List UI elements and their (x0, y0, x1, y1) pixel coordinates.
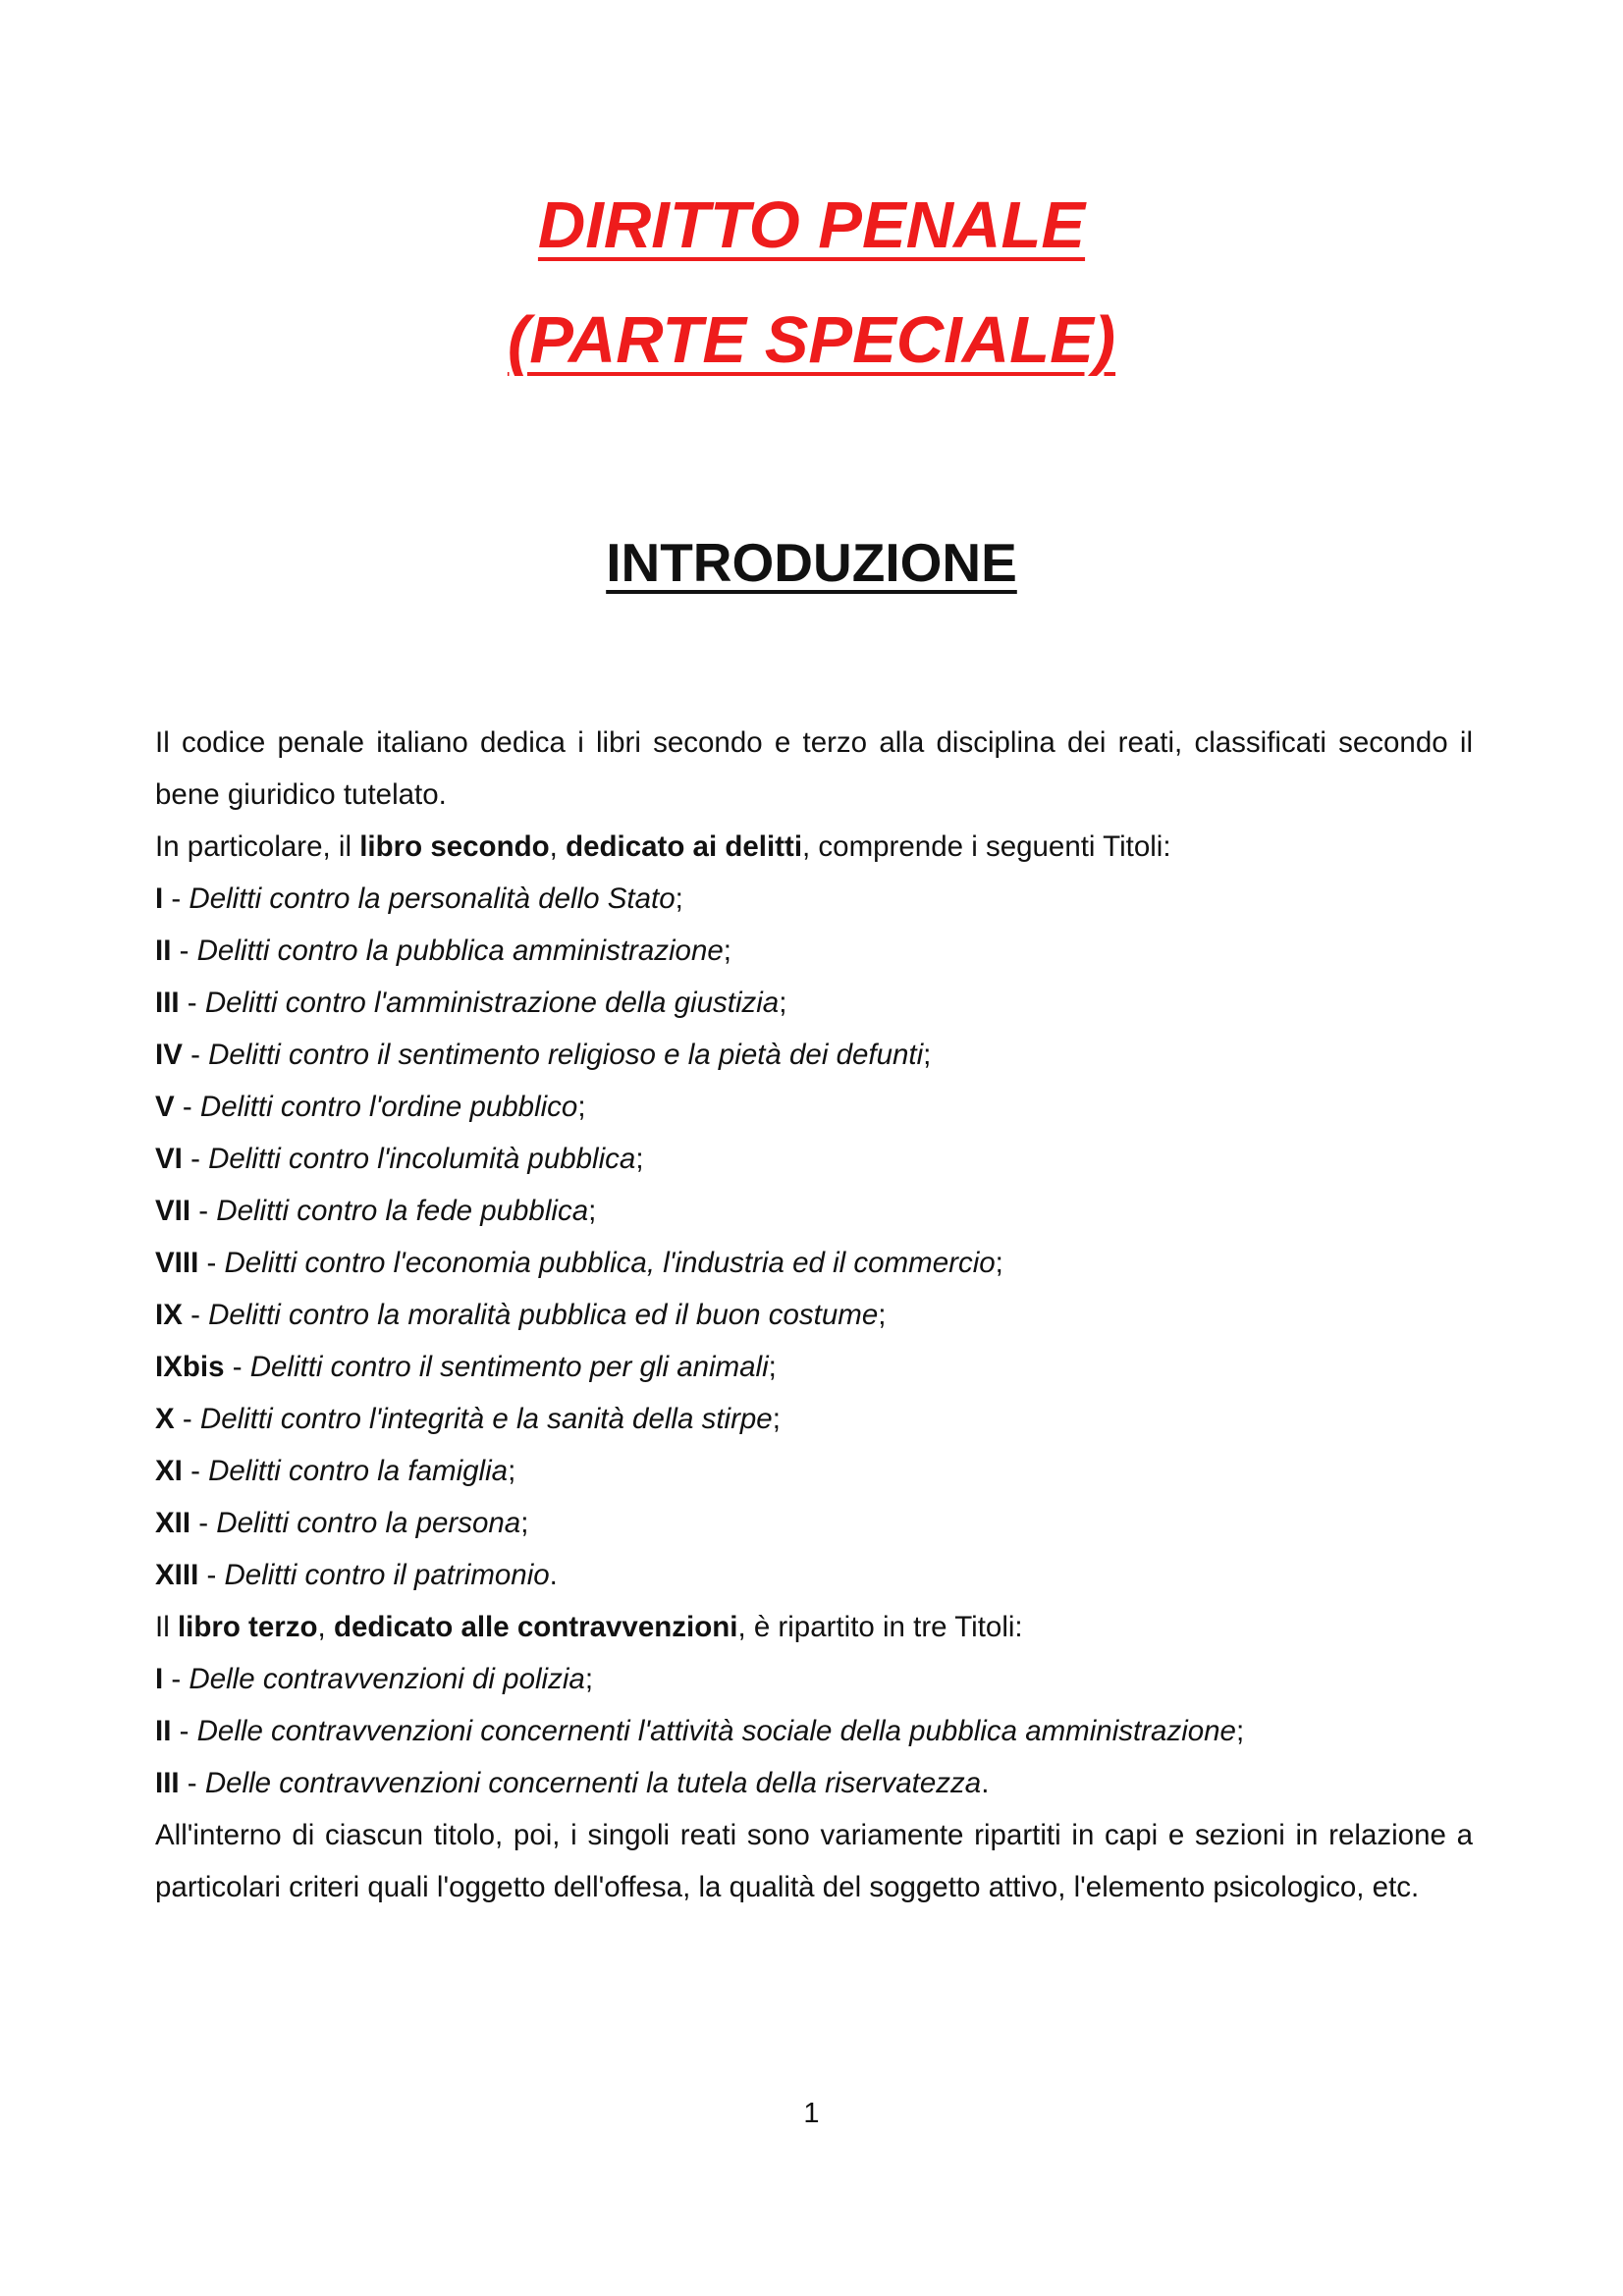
titolo-item (155, 1393, 1473, 1445)
libro-terzo-middle: , (317, 1611, 334, 1643)
libro-secondo-titoli-list (155, 873, 1473, 1601)
titolo-item (155, 1237, 1473, 1289)
titolo-separator: - (171, 1715, 197, 1747)
document-title: DIRITTO PENALE (537, 188, 1086, 262)
titolo-number: I (155, 882, 164, 915)
page-number: 1 (803, 2098, 820, 2129)
titolo-item (155, 977, 1473, 1029)
titolo-end: ; (588, 1195, 597, 1227)
titolo-item (155, 1185, 1473, 1237)
titolo-title: Delle contravvenzioni di polizia (189, 1663, 585, 1695)
document-subtitle: (PARTE SPECIALE) (507, 303, 1116, 377)
titolo-title: Delitti contro il patrimonio (224, 1559, 550, 1591)
titolo-separator: - (179, 987, 205, 1019)
intro-paragraph: Il codice penale italiano dedica i libri secondo e terzo alla disciplina dei reati, classificati secondo il bene giuridico tutelato. (155, 726, 1473, 811)
libro-terzo-desc: dedicato alle contravvenzioni (333, 1611, 738, 1643)
titolo-title: Delitti contro la fede pubblica (216, 1195, 589, 1227)
titolo-separator: - (190, 1195, 217, 1227)
titolo-end: ; (520, 1507, 529, 1539)
titolo-separator: - (171, 934, 197, 967)
titolo-item (155, 1029, 1473, 1081)
titolo-end: ; (584, 1663, 594, 1695)
titolo-number: XI (155, 1455, 183, 1487)
titolo-item (155, 1445, 1473, 1497)
titolo-title: Delle contravvenzioni concernenti la tutela della riservatezza (204, 1767, 982, 1799)
titolo-title: Delitti contro la pubblica amministrazione (196, 934, 724, 967)
titolo-separator: - (163, 1663, 189, 1695)
titolo-number: I (155, 1663, 164, 1695)
titolo-number: IV (155, 1039, 183, 1071)
titolo-item (155, 1341, 1473, 1393)
titolo-number: VI (155, 1143, 183, 1175)
titolo-number: V (155, 1091, 175, 1123)
titolo-end: ; (635, 1143, 644, 1175)
libro-terzo-intro (155, 1601, 1473, 1653)
titolo-end: ; (723, 934, 731, 967)
libro-terzo-titoli-list (155, 1653, 1473, 1809)
titolo-end: ; (1235, 1715, 1245, 1747)
titolo-title: Delitti contro l'ordine pubblico (199, 1091, 578, 1123)
titolo-number: XIII (155, 1559, 199, 1591)
libro-secondo-suffix: , comprende i seguenti Titoli: (802, 830, 1171, 863)
titolo-number: VIII (155, 1247, 199, 1279)
titolo-separator: - (182, 1143, 209, 1175)
libro-secondo-middle: , (549, 830, 567, 863)
titolo-separator: - (198, 1559, 225, 1591)
titolo-item (155, 1705, 1473, 1757)
titolo-item (155, 1497, 1473, 1549)
titolo-title: Delitti contro l'integrità e la sanità della stirpe (199, 1403, 773, 1435)
titolo-number: XII (155, 1507, 191, 1539)
titolo-end: ; (508, 1455, 516, 1487)
titolo-item (155, 1081, 1473, 1133)
titolo-number: II (155, 1715, 172, 1747)
titolo-title: Delitti contro l'economia pubblica, l'industria ed il commercio (224, 1247, 996, 1279)
titolo-number: III (155, 987, 180, 1019)
titolo-separator: - (182, 1299, 209, 1331)
titolo-end: ; (675, 882, 683, 915)
titolo-item (155, 1289, 1473, 1341)
titolo-title: Delitti contro il sentimento per gli animali (249, 1351, 769, 1383)
titolo-end: ; (577, 1091, 586, 1123)
titolo-title: Delitti contro l'incolumità pubblica (208, 1143, 636, 1175)
libro-secondo-desc: dedicato ai delitti (566, 830, 803, 863)
titolo-separator: - (224, 1351, 250, 1383)
libro-terzo-label: libro terzo (177, 1611, 318, 1643)
libro-terzo-prefix: Il (155, 1611, 178, 1643)
titolo-title: Delle contravvenzioni concernenti l'attività sociale della pubblica amministrazione (196, 1715, 1236, 1747)
titolo-item (155, 1757, 1473, 1809)
titolo-number: X (155, 1403, 175, 1435)
titolo-separator: - (198, 1247, 225, 1279)
libro-secondo-label: libro secondo (359, 830, 550, 863)
titolo-item (155, 925, 1473, 977)
titolo-number: VII (155, 1195, 191, 1227)
titolo-title: Delitti contro la personalità dello Stato (189, 882, 676, 915)
titolo-item (155, 1653, 1473, 1705)
document-body (155, 717, 1473, 1913)
titolo-title: Delitti contro il sentimento religioso e la pietà dei defunti (208, 1039, 924, 1071)
libro-terzo-suffix: , è ripartito in tre Titoli: (737, 1611, 1023, 1643)
titolo-title: Delitti contro la famiglia (208, 1455, 509, 1487)
titolo-end: ; (923, 1039, 932, 1071)
titolo-end: ; (779, 987, 787, 1019)
titolo-end: . (549, 1559, 558, 1591)
titolo-separator: - (174, 1091, 200, 1123)
titolo-end: ; (768, 1351, 777, 1383)
titolo-title: Delitti contro l'amministrazione della giustizia (204, 987, 780, 1019)
titolo-number: IXbis (155, 1351, 225, 1383)
titolo-title: Delitti contro la persona (216, 1507, 521, 1539)
titolo-end: ; (878, 1299, 887, 1331)
titolo-separator: - (190, 1507, 217, 1539)
titolo-item (155, 1133, 1473, 1185)
section-heading: INTRODUZIONE (606, 532, 1017, 593)
titolo-title: Delitti contro la moralità pubblica ed il buon costume (208, 1299, 879, 1331)
titolo-number: IX (155, 1299, 183, 1331)
titolo-separator: - (179, 1767, 205, 1799)
titolo-end: . (981, 1767, 990, 1799)
libro-secondo-intro (155, 821, 1473, 873)
titolo-end: ; (995, 1247, 1003, 1279)
libro-secondo-prefix: In particolare, il (155, 830, 360, 863)
titolo-separator: - (174, 1403, 200, 1435)
titolo-item (155, 873, 1473, 925)
titolo-number: II (155, 934, 172, 967)
titolo-separator: - (163, 882, 189, 915)
titolo-item (155, 1549, 1473, 1601)
closing-paragraph: All'interno di ciascun titolo, poi, i singoli reati sono variamente ripartiti in capi e sezioni in relazione a particolari criteri quali l'oggetto dell'offesa, la qualità del soggetto attivo, l'elemento psicologico, etc. (155, 1819, 1473, 1903)
titolo-separator: - (182, 1039, 209, 1071)
titolo-separator: - (182, 1455, 209, 1487)
titolo-end: ; (772, 1403, 781, 1435)
titolo-number: III (155, 1767, 180, 1799)
